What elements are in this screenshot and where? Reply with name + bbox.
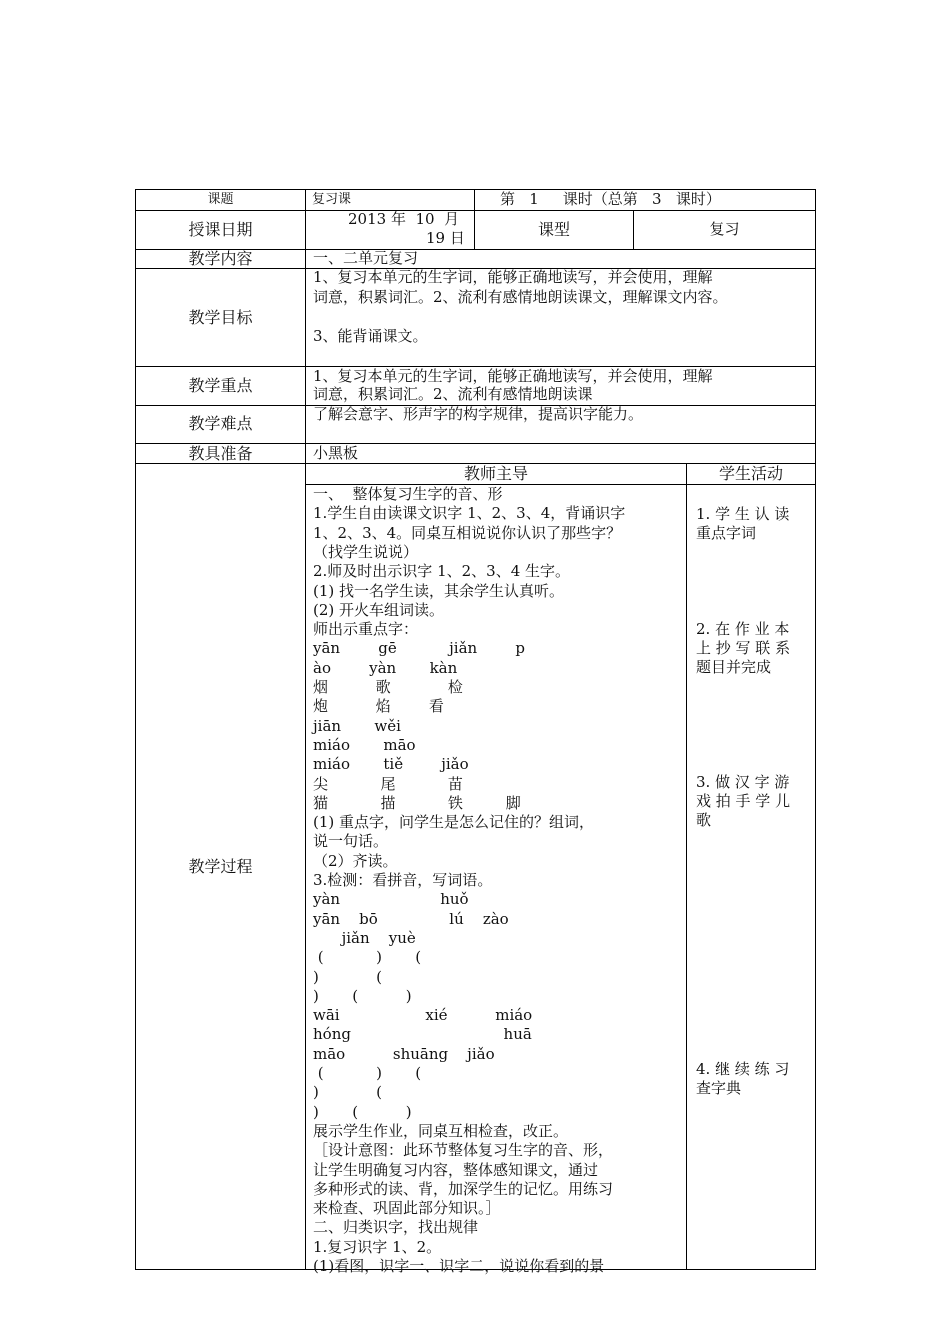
teacher-line: ) ( ) xyxy=(313,986,412,1005)
table-border-right xyxy=(815,189,816,1270)
process-label: 教学过程 xyxy=(188,857,253,876)
topic-label: 课题 xyxy=(207,192,234,207)
teacher-line: 猫 描 铁 脚 xyxy=(313,793,521,812)
student-header: 学生活动 xyxy=(718,464,783,483)
teacher-line: hóng huā xyxy=(313,1025,532,1044)
label-column-divider xyxy=(305,189,306,1270)
teacher-line: māo shuāng jiǎo xyxy=(313,1044,495,1063)
teacher-line: 来检查、巩固此部分知识。］ xyxy=(313,1199,501,1218)
teacher-line: ) ( xyxy=(313,967,382,986)
lesson-count: 第 1 课时（总第 3 课时） xyxy=(500,190,721,208)
teacher-line: ào yàn kàn xyxy=(313,658,458,677)
difficulty-value: 了解会意字、形声字的构字规律，提高识字能力。 xyxy=(313,405,644,423)
teacher-line: 2.师及时出示识字 1、2、3、4 生字。 xyxy=(313,562,571,581)
key-line-2: 词意，积累词汇。2、流利有感情地朗读课 xyxy=(313,385,593,403)
teacher-line: (1) 重点字，问学生是怎么记住的？组词， xyxy=(313,813,595,832)
teacher-line: wāi xié miáo xyxy=(313,1006,533,1025)
teacher-line: 炮 焰 看 xyxy=(313,697,444,716)
teacher-line: (1) 找一名学生读，其余学生认真听。 xyxy=(313,581,565,600)
content-label: 教学内容 xyxy=(188,249,253,268)
teacher-line: jiǎn yuè xyxy=(313,928,416,947)
content-value: 一、二单元复习 xyxy=(313,249,419,267)
teacher-line: ［设计意图：此环节整体复习生字的音、形， xyxy=(313,1141,614,1160)
teacher-line: 1、2、3、4。同桌互相说说你认识了那些字？ xyxy=(313,523,622,542)
teacher-line: 二、归类识字，找出规律 xyxy=(313,1218,479,1237)
tools-label: 教具准备 xyxy=(188,444,253,463)
teacher-line: 展示学生作业，同桌互相检查，改正。 xyxy=(313,1121,569,1140)
teacher-line: (1)看图，识字一、识字二，说说你看到的景 xyxy=(313,1257,605,1275)
goals-line-3: 3、能背诵课文。 xyxy=(313,327,428,345)
student-activity-3b: 戏 拍 手 学 儿 xyxy=(696,792,791,810)
teacher-line: 1.学生自由读课文识字 1、2、3、4，背诵识字 xyxy=(313,504,626,523)
teacher-line: 说一句话。 xyxy=(313,832,389,851)
teacher-line: yān bō lú zào xyxy=(313,909,509,928)
key-line-1: 1、复习本单元的生字词，能够正确地读写，并会使用，理解 xyxy=(313,367,713,385)
tools-value: 小黑板 xyxy=(313,444,359,462)
teacher-line: 1.复习识字 1、2。 xyxy=(313,1237,442,1256)
student-activity-2b: 上 抄 写 联 系 xyxy=(696,639,791,657)
teacher-line: 烟 歌 检 xyxy=(313,678,463,696)
row-line-1 xyxy=(135,210,816,211)
type-label: 课型 xyxy=(537,220,570,239)
goals-line-2: 词意，积累词汇。2、流利有感情地朗读课文，理解课文内容。 xyxy=(313,288,728,306)
student-activity-1b: 重点字词 xyxy=(696,524,757,542)
type-value: 复习 xyxy=(709,220,740,238)
teacher-line: ) ( xyxy=(313,1083,382,1102)
student-activity-2c: 题目并完成 xyxy=(696,658,772,676)
teacher-line: 尖 尾 苗 xyxy=(313,774,463,793)
teacher-line: ( ) ( xyxy=(313,948,422,967)
teacher-line: 一、 整体复习生字的音、形 xyxy=(313,485,503,503)
teacher-line: 让学生明确复习内容，整体感知课文，通过 xyxy=(313,1160,599,1179)
date-line-2: 19 日 xyxy=(426,229,465,247)
teacher-line: (2) 开火车组词读。 xyxy=(313,600,445,619)
goals-label: 教学目标 xyxy=(188,308,253,327)
teacher-line: 师出示重点字： xyxy=(313,620,419,639)
goals-line-1: 1、复习本单元的生字词，能够正确地读写，并会使用，理解 xyxy=(313,268,713,286)
date-line-1: 2013 年 10 月 xyxy=(348,210,460,228)
teacher-line: 多种形式的读、背，加深学生的记忆。用练习 xyxy=(313,1179,614,1198)
teacher-line: miáo māo xyxy=(313,735,416,754)
student-activity-3a: 3. 做 汉 字 游 xyxy=(696,773,790,791)
student-column-divider xyxy=(686,463,687,1270)
table-border-left xyxy=(135,189,136,1270)
student-activity-2a: 2. 在 作 业 本 xyxy=(696,620,790,638)
difficulty-label: 教学难点 xyxy=(188,414,253,433)
teacher-line: ( ) ( xyxy=(313,1064,422,1082)
student-activity-4a: 4. 继 续 练 习 xyxy=(696,1060,790,1078)
teacher-line: yān gē jiǎn p xyxy=(313,639,525,658)
teacher-line: yàn huǒ xyxy=(313,890,469,909)
teacher-header: 教师主导 xyxy=(463,464,528,483)
teacher-line: （找学生说说） xyxy=(313,542,419,561)
teacher-line: （2）齐读。 xyxy=(313,851,398,870)
teacher-line: jiān wěi xyxy=(313,716,401,735)
topic-value: 复习课 xyxy=(312,192,352,207)
date-label: 授课日期 xyxy=(188,220,253,239)
student-activity-1a: 1. 学 生 认 读 xyxy=(696,505,790,523)
header-divider xyxy=(474,189,475,249)
teacher-line: miáo tiě jiǎo xyxy=(313,755,469,774)
student-activity-4b: 查字典 xyxy=(696,1079,742,1097)
key-label: 教学重点 xyxy=(188,376,253,395)
student-activity-3c: 歌 xyxy=(696,811,712,829)
teacher-line: 3.检测：看拼音，写词语。 xyxy=(313,871,493,889)
teacher-line: ) ( ) xyxy=(313,1102,412,1121)
